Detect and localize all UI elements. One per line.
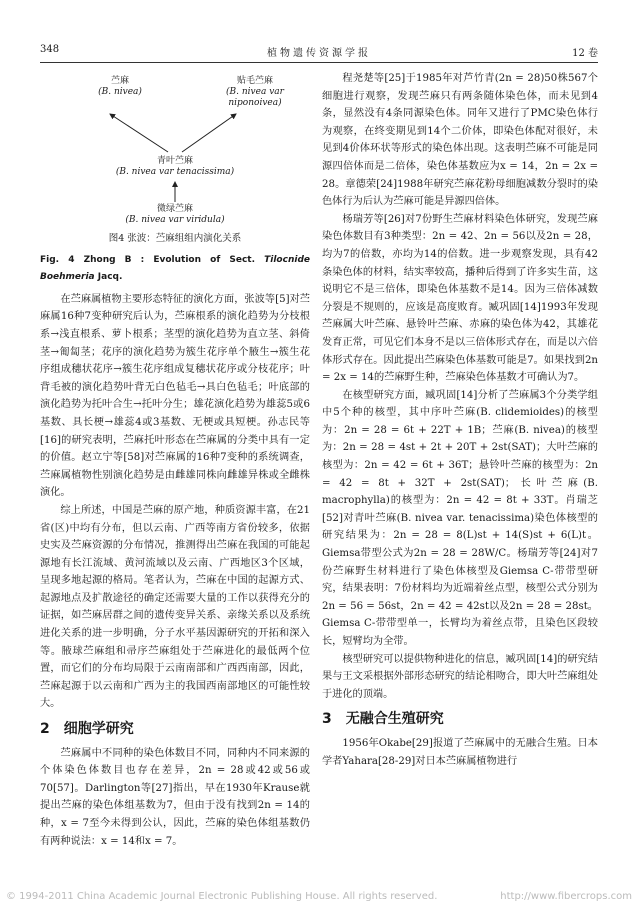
paragraph-cheng: 程尧楚等[25]于1985年对芦竹青(2n = 28)50株567个细胞进行观察，发现苎麻只有两条随体染色体，而未见到4条，显然没有4条同源染色体。同年又进行了PMC染色体行为观察，在终变期见到14个二价体，即染色体配对很好，未见到4价体环状等形式的染色体出现。这表明苎麻不可能是同源四倍体而是二倍体，染色体基数应为x = 14，2n = 2x = 28。章德荣[24]1988年研究苎麻花粉母细胞减数分裂时的染色体行为后认为苎麻可能是异源四倍体。	[322, 73, 598, 208]
paragraph-summary: 综上所述，中国是苎麻的原产地，种质资源丰富，在21省(区)中均有分布，但以云南、广西等南方省份较多，依据史实及苎麻资源的分布情况，推测得出苎麻在我国的可能起源地有长江流域、黄河流域以及云南、广西地区3个区域，呈现多地起源的格局。笔者认为，苎麻在中国的起源方式、起源地点及扩散途径的确定还需要大量的工作以获得充分的证据，如苎麻居群之间的遗传变异关系、亲缘关系以及系统进化关系的进一步明确，分子水平基因源研究的开拓和深入等。腋球苎麻组和帚序苎麻组处于苎麻进化的最低两个位置，而它们的分布均局限于云南南部和广西西南部，因此，苎麻起源于以云南和广西为主的我国西南部地区的可能性较大。	[40, 504, 310, 710]
figure-caption-zh: 图4 张波：苎麻组组内演化关系	[108, 233, 242, 244]
volume-label: 12 卷	[572, 48, 598, 59]
evolution-diagram	[40, 70, 310, 228]
page-number: 348	[40, 44, 60, 55]
section-heading-apomixis: 3 无融合生殖研究	[322, 711, 444, 728]
paragraph-morphology: 在苎麻属植物主要形态特征的演化方面，张波等[5]对苎麻属16种7变种研究后认为，苎麻根系的演化趋势为分枝根系→浅直根系、萝卜根系；茎型的演化趋势为直立茎、斜倚茎→匍匐茎；花序的演化趋势为簇生花序单个腋生→簇生花序组成穗状花序→簇生花序组成复穗状花序或分枝花序；叶背毛被的演化趋势叶背无白色毡毛→具白色毡毛；叶底部的演化趋势为托叶合生→托叶分生；雄花演化趋势为雄蕊5或6基数、具长梗→雄蕊4或3基数、无梗或具短梗。孙志民等[16]的研究表明，苎麻托叶形态在苎麻属的分类中具有一定的价值。赵立宁等[58]对苎麻属的16种7变种的系统调查，苎麻属植物性别演化趋势是由雌雄同株向雌雄异株或全雌株演化。	[40, 293, 310, 499]
header-rule	[40, 62, 598, 63]
node-nivea: 苎麻 (B. nivea)	[98, 76, 142, 97]
journal-title: 植物遗传资源学报	[267, 48, 371, 59]
section-heading-cytology: 2 细胞学研究	[40, 721, 134, 738]
right-column	[322, 70, 598, 770]
paragraph-okabe: 1956年Okabe[29]报道了苎麻属中的无融合生殖。日本学者Yahara[28-29]对日本苎麻属植物进行	[322, 737, 598, 767]
arrow-to-niponon	[182, 114, 236, 152]
figure-caption-en: Fig. 4 Zhong B : Evolution of Sect. Tilocnide Boehmeria Jacq.	[40, 254, 310, 283]
paragraph-karyotype: 在核型研究方面，臧巩固[14]分析了苎麻属3个分类学组中5个种的核型，其中序叶苎麻(B. clidemioides)的核型为：2n = 28 = 6t + 22T + 1B；苎麻(B. nivea)的核型为：2n = 28 = 4st + 2t + 20T + 2st(SAT)；大叶苎麻的核型为：2n = 42 = 6t + 36T；悬铃叶苎麻的核型为：2n = 42 = 8t + 32T + 2st(SAT)；长叶苎麻(B. macrophylla)的核型为：2n = 42 = 8t + 33T。肖瑞芝[52]对青叶苎麻(B. nivea var. tenacissima)染色体核型的研究结果为：2n = 28 = 8(L)st + 14(S)st + 6(L)t。Giemsa带型公式为2n = 28 = 28W/C。杨瑞芳等[24]对7份苎麻野生材料进行了染色体核型及Giemsa C-带带型研究，结果表明：7份材料均为近端着丝点型，核型公式分别为2n = 56 = 56st，2n = 42 = 42st以及2n = 28 = 28st。Giemsa C-带带型单一，长臂均为着丝点带，且染色区段较长，短臂均为全带。	[322, 389, 598, 647]
watermark-url: http://www.fibercrops.com	[500, 891, 632, 902]
node-tenacissima: 青叶苎麻 (B. nivea var tenacissima)	[115, 156, 235, 177]
copyright-text: © 1994-2011 China Academic Journal Electronic Publishing House. All rights reserved.	[6, 891, 438, 902]
page-header	[40, 44, 598, 60]
paragraph-yang: 杨瑞芳等[26]对7份野生苎麻材料染色体研究，发现苎麻染色体数目有3种类型：2n = 42、2n = 56以及2n = 28，均为7的倍数，亦均为14的倍数。进一步观察发现，具有42条染色体的材料，结实率较高，播种后得到了许多实生苗，这说明它不是三倍体，即染色体基数不是14。因为三倍体减数分裂是不规则的，应该是高度败育。臧巩固[14]1993年发现苎麻属大叶苎麻、悬铃叶苎麻、赤麻的染色体为42，其雄花发育正常，可见它们本身不是以三倍体形式存在，而是以六倍体形式存在。因此提出苎麻染色体基数可能是7。如果找到2n = 2x = 14的苎麻野生种，苎麻染色体基数才可确认为7。	[322, 213, 598, 384]
arrow-to-nivea	[110, 114, 168, 152]
paragraph-karyotype-summary: 核型研究可以提供物种进化的信息，臧巩固[14]的研究结果与王文采根据外部形态研究的结论相吻合，即大叶苎麻组处于进化的顶端。	[322, 653, 598, 700]
paragraph-chromosome: 苎麻属中不同种的染色体数目不同，同种内不同来源的个体染色体数目也存在差异，2n = 28或42或56或70[57]。Darlington等[27]指出，早在1930年Krause就提出苎麻的染色体组基数为7，但由于没有找到2n = 14的种，x = 7至今未得到公认，因此，苎麻的染色体组基数仍有两种说法：x = 14和x = 7。	[40, 747, 310, 847]
node-niponon: 贴毛苎麻 (B. nivea var niponoivea)	[226, 76, 284, 108]
left-column	[40, 70, 310, 850]
node-viridula: 微绿苎麻 (B. nivea var viridula)	[125, 204, 225, 225]
